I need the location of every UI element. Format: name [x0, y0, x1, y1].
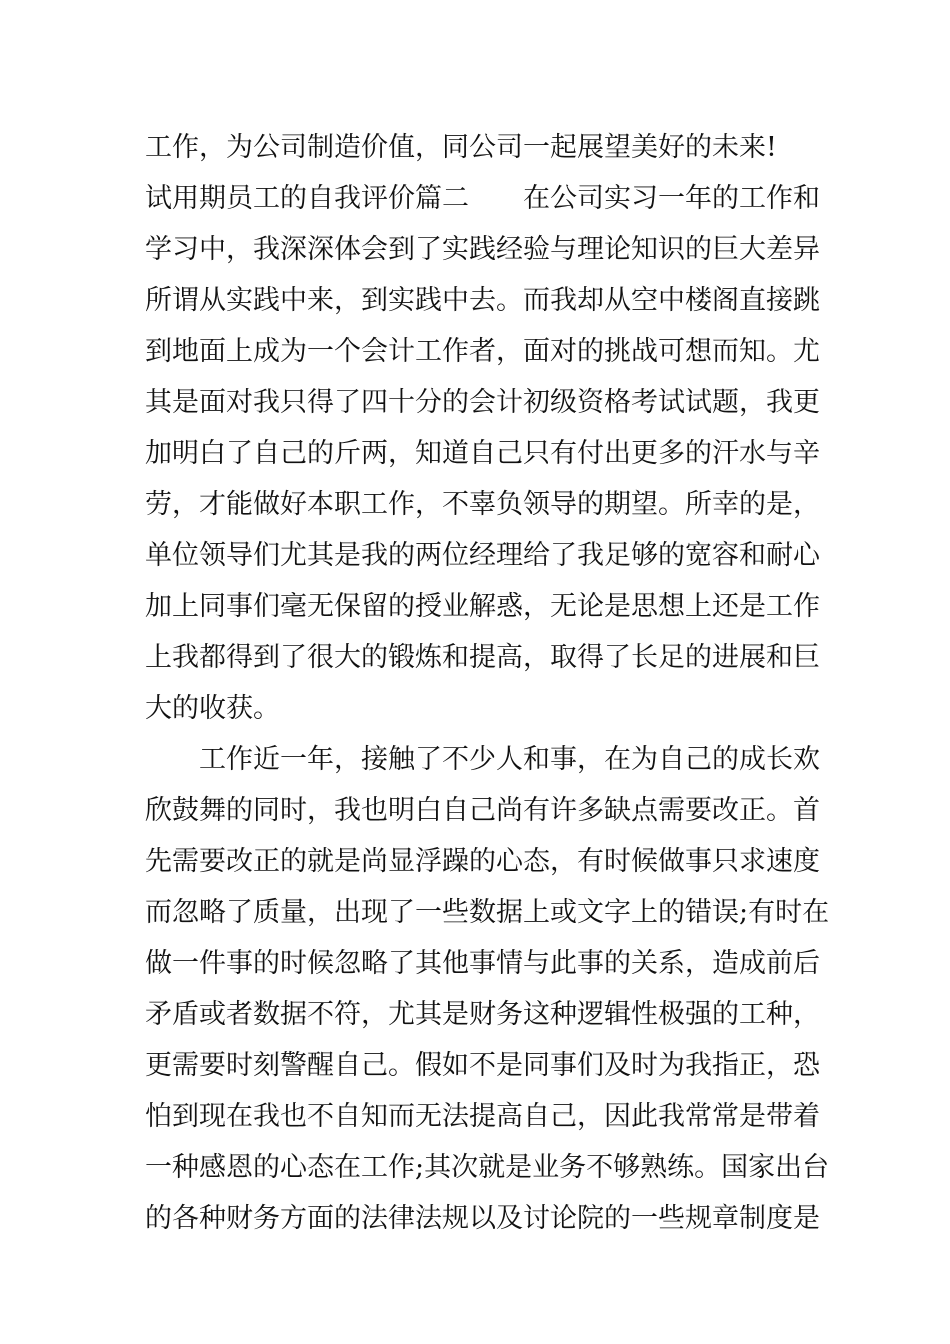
text-line: 的各种财务方面的法律法规以及讨论院的一些规章制度是 — [145, 1203, 820, 1234]
text-line: 学习中，我深深体会到了实践经验与理论知识的巨大差异 — [145, 234, 820, 265]
text-line: 加明白了自己的斤两，知道自己只有付出更多的汗水与辛 — [145, 438, 820, 469]
text-line: 工作，为公司制造价值，同公司一起展望美好的未来! — [145, 132, 777, 163]
text-line: 单位领导们尤其是我的两位经理给了我足够的宽容和耐心 — [145, 540, 820, 571]
paragraph-start-line: 工作近一年，接触了不少人和事，在为自己的成长欢 — [199, 744, 820, 775]
text-line: 欣鼓舞的同时，我也明白自己尚有许多缺点需要改正。首 — [145, 795, 820, 826]
text-line: 而忽略了质量，出现了一些数据上或文字上的错误;有时在 — [145, 897, 830, 928]
text-line: 怕到现在我也不自知而无法提高自己，因此我常常是带着 — [145, 1101, 820, 1132]
text-line: 劳，才能做好本职工作，不辜负领导的期望。所幸的是， — [145, 489, 820, 520]
text-line: 矛盾或者数据不符，尤其是财务这种逻辑性极强的工种， — [145, 999, 820, 1030]
text-line: 一种感恩的心态在工作;其次就是业务不够熟练。国家出台 — [145, 1152, 830, 1183]
text-line: 加上同事们毫无保留的授业解惑，无论是思想上还是工作 — [145, 591, 820, 622]
text-line: 大的收获。 — [145, 693, 280, 724]
text-line: 做一件事的时候忽略了其他事情与此事的关系，造成前后 — [145, 948, 820, 979]
text-line: 其是面对我只得了四十分的会计初级资格考试试题，我更 — [145, 387, 820, 418]
text-line: 先需要改正的就是尚显浮躁的心态，有时候做事只求速度 — [145, 846, 820, 877]
text-line: 上我都得到了很大的锻炼和提高，取得了长足的进展和巨 — [145, 642, 820, 673]
text-line: 更需要时刻警醒自己。假如不是同事们及时为我指正，恐 — [145, 1050, 820, 1081]
text-line: 试用期员工的自我评价篇二 在公司实习一年的工作和 — [145, 183, 820, 214]
text-line: 到地面上成为一个会计工作者，面对的挑战可想而知。尤 — [145, 336, 820, 367]
text-line: 所谓从实践中来，到实践中去。而我却从空中楼阁直接跳 — [145, 285, 820, 316]
